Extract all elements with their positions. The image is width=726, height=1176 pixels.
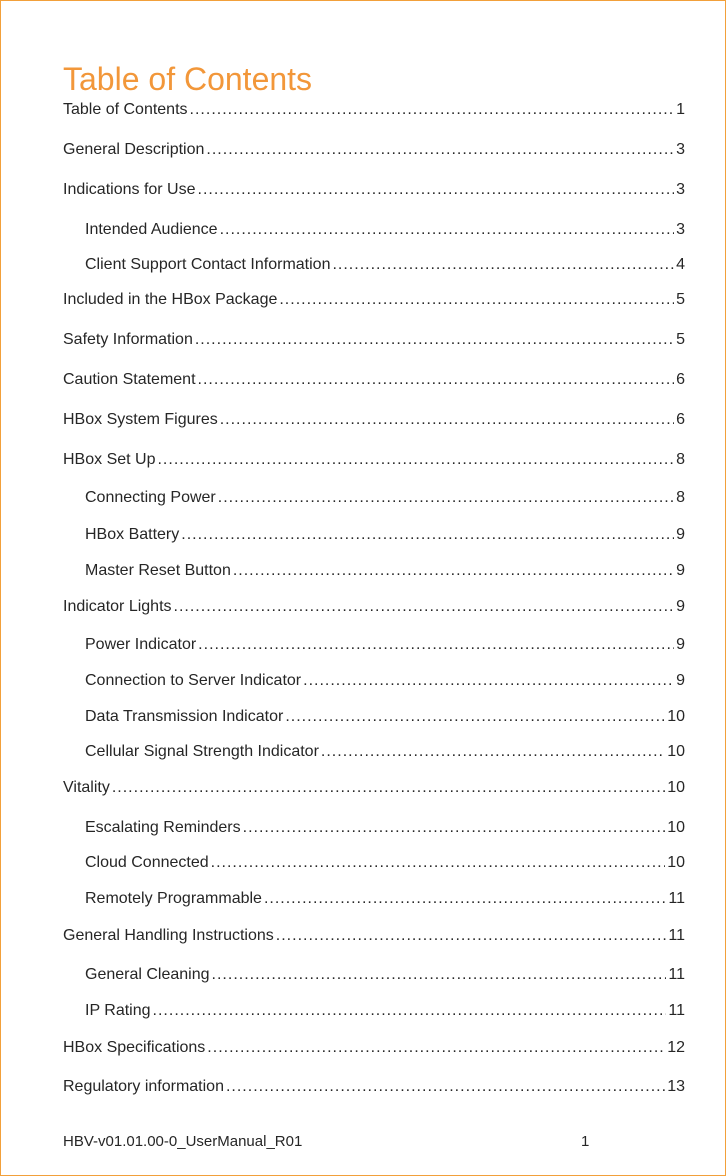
toc-entry[interactable] (85, 852, 685, 874)
toc-entry[interactable] (63, 409, 685, 431)
toc-dot-leader (276, 925, 667, 947)
toc-entry-page-number: 9 (676, 562, 685, 579)
toc-dot-leader (190, 99, 675, 121)
toc-entry[interactable] (63, 925, 685, 947)
toc-entry[interactable] (85, 487, 685, 509)
toc-entry-label: HBox System Figures (63, 411, 218, 428)
toc-dot-leader (174, 596, 675, 618)
footer-page-number: 1 (581, 1133, 590, 1150)
toc-entry-page-number: 9 (676, 598, 685, 615)
toc-dot-leader (220, 219, 675, 241)
toc-dot-leader (206, 139, 674, 161)
toc-entry-page-number: 10 (667, 819, 685, 836)
toc-entry-page-number: 9 (676, 672, 685, 689)
toc-entry[interactable] (63, 99, 685, 121)
toc-entry[interactable] (85, 1000, 685, 1022)
toc-entry[interactable] (85, 634, 685, 656)
toc-entry[interactable] (85, 670, 685, 692)
toc-entry-page-number: 11 (668, 1002, 685, 1019)
toc-entry-page-number: 5 (676, 331, 685, 348)
toc-entry-page-number: 11 (668, 927, 685, 944)
toc-entry-page-number: 3 (676, 181, 685, 198)
toc-entry-label: Escalating Reminders (85, 819, 241, 836)
toc-entry[interactable] (85, 524, 685, 546)
toc-dot-leader (157, 449, 674, 471)
toc-dot-leader (211, 852, 666, 874)
toc-entry[interactable] (63, 139, 685, 161)
toc-entry[interactable] (63, 179, 685, 201)
toc-entry-label: Connecting Power (85, 489, 216, 506)
toc-entry-label: Power Indicator (85, 636, 197, 653)
toc-dot-leader (321, 741, 665, 763)
toc-entry[interactable] (85, 741, 685, 763)
toc-entry-page-number: 9 (676, 526, 685, 543)
toc-dot-leader (233, 560, 674, 582)
toc-dot-leader (195, 329, 674, 351)
toc-dot-leader (332, 254, 674, 276)
toc-entry-label: Table of Contents (63, 101, 188, 118)
toc-dot-leader (279, 289, 674, 311)
toc-entry-label: Data Transmission Indicator (85, 708, 284, 725)
toc-entry[interactable] (63, 369, 685, 391)
toc-entry-label: IP Rating (85, 1002, 151, 1019)
toc-dot-leader (198, 179, 675, 201)
toc-dot-leader (181, 524, 674, 546)
toc-entry-page-number: 13 (667, 1078, 685, 1095)
toc-entry[interactable] (85, 817, 685, 839)
toc-entry-page-number: 4 (676, 256, 685, 273)
toc-entry[interactable] (63, 596, 685, 618)
toc-entry-page-number: 1 (676, 101, 685, 118)
toc-entry-label: Connection to Server Indicator (85, 672, 302, 689)
toc-entry-page-number: 6 (676, 411, 685, 428)
toc-entry-page-number: 5 (676, 291, 685, 308)
toc-entry-page-number: 8 (676, 451, 685, 468)
toc-entry-page-number: 6 (676, 371, 685, 388)
toc-entry-label: Cloud Connected (85, 854, 209, 871)
toc-entry[interactable] (85, 219, 685, 241)
toc-entry-label: Vitality (63, 779, 110, 796)
toc-dot-leader (218, 487, 674, 509)
toc-entry-label: Client Support Contact Information (85, 256, 331, 273)
toc-entry[interactable] (63, 329, 685, 351)
toc-entry-page-number: 3 (676, 141, 685, 158)
toc-dot-leader (303, 670, 674, 692)
toc-entry-page-number: 10 (667, 854, 685, 871)
footer-document-id: HBV-v01.01.00-0_UserManual_R01 (63, 1133, 303, 1150)
toc-dot-leader (207, 1037, 665, 1059)
toc-entry[interactable] (63, 1037, 685, 1059)
toc-entry-label: Safety Information (63, 331, 193, 348)
toc-dot-leader (243, 817, 666, 839)
toc-entry[interactable] (85, 964, 685, 986)
toc-entry[interactable] (85, 560, 685, 582)
toc-entry-label: Indicator Lights (63, 598, 172, 615)
page-title: Table of Contents (63, 61, 313, 97)
toc-dot-leader (220, 409, 674, 431)
toc-entry-label: General Handling Instructions (63, 927, 274, 944)
toc-dot-leader (226, 1076, 665, 1098)
toc-entry-page-number: 12 (667, 1039, 685, 1056)
toc-entry-page-number: 11 (668, 966, 685, 983)
toc-dot-leader (153, 1000, 667, 1022)
toc-entry[interactable] (85, 706, 685, 728)
toc-entry-label: Indications for Use (63, 181, 196, 198)
toc-dot-leader (112, 777, 665, 799)
toc-entry-label: Caution Statement (63, 371, 196, 388)
toc-entry-label: Regulatory information (63, 1078, 224, 1095)
toc-dot-leader (212, 964, 667, 986)
toc-entry-page-number: 10 (667, 743, 685, 760)
toc-entry-label: HBox Set Up (63, 451, 156, 468)
toc-entry[interactable] (63, 449, 685, 471)
toc-dot-leader (198, 634, 674, 656)
toc-entry-label: Intended Audience (85, 221, 218, 238)
toc-entry[interactable] (85, 888, 685, 910)
toc-entry-label: General Cleaning (85, 966, 210, 983)
toc-entry-page-number: 3 (676, 221, 685, 238)
toc-entry[interactable] (85, 254, 685, 276)
toc-entry-page-number: 11 (668, 890, 685, 907)
toc-entry-label: HBox Specifications (63, 1039, 206, 1056)
toc-entry-label: Master Reset Button (85, 562, 231, 579)
toc-entry[interactable] (63, 289, 685, 311)
toc-entry-label: HBox Battery (85, 526, 180, 543)
toc-entry-page-number: 10 (667, 779, 685, 796)
toc-dot-leader (285, 706, 665, 728)
toc-entry-label: Cellular Signal Strength Indicator (85, 743, 319, 760)
toc-entry-page-number: 10 (667, 708, 685, 725)
toc-entry[interactable] (63, 777, 685, 799)
toc-entry-label: Included in the HBox Package (63, 291, 278, 308)
toc-entry-label: Remotely Programmable (85, 890, 262, 907)
toc-entry[interactable] (63, 1076, 685, 1098)
toc-entry-page-number: 8 (676, 489, 685, 506)
toc-dot-leader (198, 369, 675, 391)
toc-dot-leader (264, 888, 666, 910)
toc-entry-page-number: 9 (676, 636, 685, 653)
toc-entry-label: General Description (63, 141, 205, 158)
